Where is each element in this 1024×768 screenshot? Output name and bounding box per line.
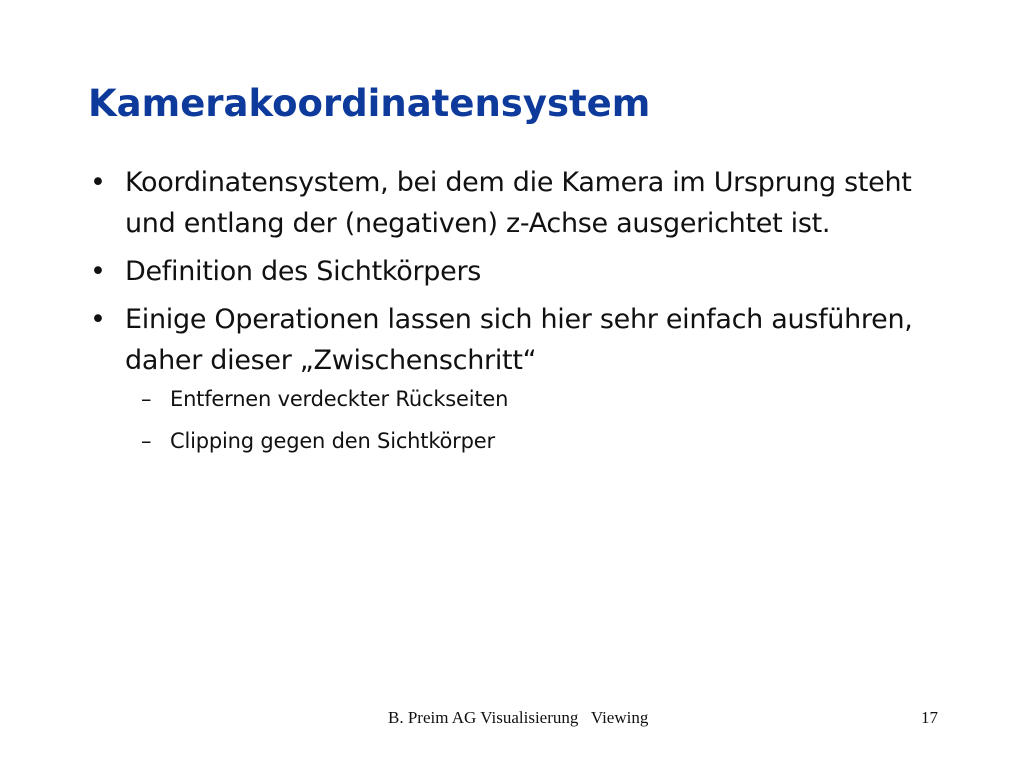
bullet-text: Koordinatensystem, bei dem die Kamera im Ursprung steht und entlang der (negativen) z-Achse ausgerichtet ist. [125, 167, 912, 239]
sub-bullet-text: Entfernen verdeckter Rückseiten [170, 387, 509, 411]
sub-bullet-item [125, 383, 948, 415]
bullet-dot-icon: • [90, 256, 106, 287]
dash-icon: – [141, 387, 152, 411]
bullet-dot-icon: • [90, 167, 106, 198]
sub-bullet-text: Clipping gegen den Sichtkörper [170, 429, 495, 453]
bullet-item [88, 162, 948, 244]
sub-bullet-item [125, 425, 948, 457]
slide-title: Kamerakoordinatensystem [88, 82, 651, 125]
bullet-text: Einige Operationen lassen sich hier sehr einfach ausführen, daher dieser „Zwischenschritt“ [125, 304, 913, 376]
dash-icon: – [141, 429, 152, 453]
bullet-item [88, 299, 948, 457]
page-number: 17 [921, 708, 938, 727]
sub-bullet-list [125, 383, 948, 457]
bullet-list [88, 162, 948, 467]
bullet-text: Definition des Sichtkörpers [125, 256, 482, 287]
bullet-dot-icon: • [90, 304, 106, 335]
footer-text: B. Preim AG Visualisierung Viewing [388, 708, 649, 727]
bullet-item [88, 251, 948, 292]
